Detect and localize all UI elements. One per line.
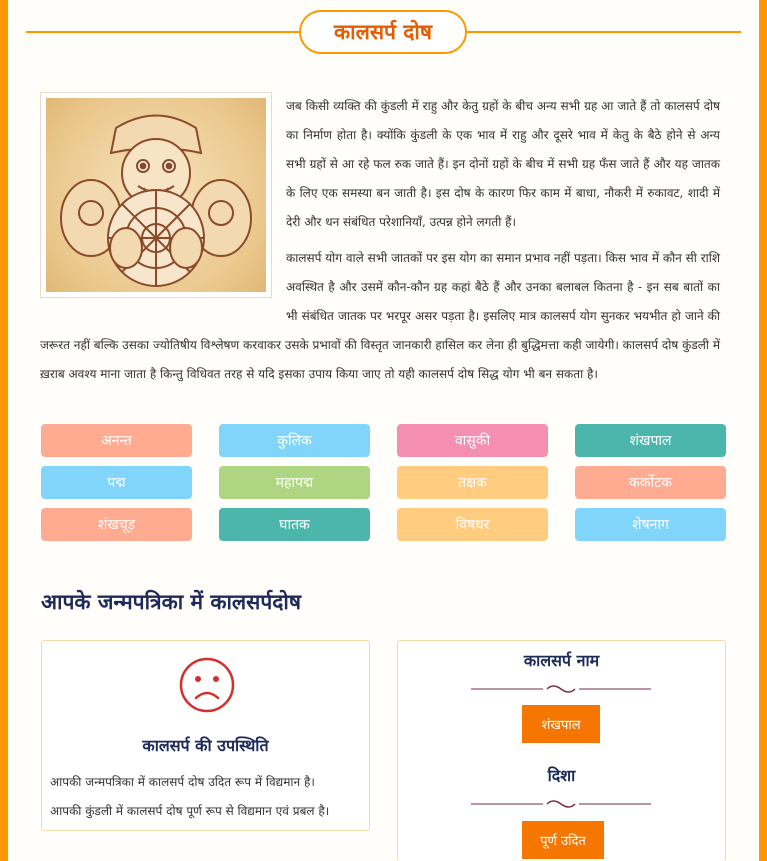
- rahu-figure-icon: [46, 98, 266, 292]
- intro-paragraph-1: जब किसी व्यक्ति की कुंडली में राहु और केतु ग्रहों के बीच अन्य सभी ग्रह आ जाते हैं तो कालसर्प दोष का निर्माण होता है। क्योंकि कुंडली के एक भाव में राहु और दूसरे भाव में केतु के बैठे होने से अन्य सभी ग्रहों से आ रहे फल रुक जाते हैं। इन दोनों ग्रहों के बीच में सभी ग्रह फँस जाते हैं और यह जातक के लिए एक समस्या बन जाती है। इस दोष के कारण फिर काम में बाधा, नौकरी में रुकावट, शादी में देरी और धन संबंधित परेशानियाँ, उत्पन्न होने लगती हैं।: [286, 99, 720, 229]
- section-heading: आपके जन्मपत्रिका में कालसर्पदोष: [41, 590, 302, 614]
- kalsarp-name-title: कालसर्प नाम: [523, 651, 600, 670]
- ornament-divider-icon: [471, 683, 651, 695]
- type-button-shankhchud[interactable]: शंखचूड़: [41, 508, 192, 541]
- intro-section: [40, 92, 720, 389]
- type-button-vishdhar[interactable]: विषधर: [397, 508, 548, 541]
- type-button-anant[interactable]: अनन्त: [41, 424, 192, 457]
- type-button-karkotak[interactable]: कर्कोटक: [575, 466, 726, 499]
- type-button-vasuki[interactable]: वासुकी: [397, 424, 548, 457]
- kalsarp-name-value: शंखपाल: [522, 705, 600, 743]
- type-button-takshak[interactable]: तक्षक: [397, 466, 548, 499]
- presence-text-1: आपकी जन्मपत्रिका में कालसर्प दोष उदित रूप में विद्यमान है।: [50, 775, 315, 789]
- type-button-sheshnag[interactable]: शेषनाग: [575, 508, 726, 541]
- rahu-illustration: [40, 92, 272, 298]
- intro-paragraph-2: कालसर्प योग वाले सभी जातकों पर इस योग का समान प्रभाव नहीं पड़ता। किस भाव में कौन सी राशि अवस्थित है और उसमें कौन-कौन ग्रह कहां बैठे हैं और उनका बलाबल कितना है - इन सब बातों का भी संबंधित जातक पर भरपूर असर पड़ता है। इसलिए मात्र कालसर्प योग सुनकर भयभीत हो जाने की जरूरत नहीं बल्कि उसका ज्योतिषीय विश्लेषण करवाकर उसके प्रभावों की विस्तृत जानकारी हासिल कर लेना ही बुद्धिमत्ता कही जायेगी। कालसर्प दोष कुंडली में ख़राब अवश्य माना जाता है किन्तु विधिवत तरह से यदि इसका उपाय किया जाए तो यही कालसर्प दोष सिद्ध योग भी बन सकता है।: [40, 251, 720, 381]
- direction-title: दिशा: [547, 766, 576, 785]
- direction-value: पूर्ण उदित: [522, 821, 604, 859]
- page-title: कालसर्प दोष: [299, 10, 467, 54]
- type-button-mahapadma[interactable]: महापद्म: [219, 466, 370, 499]
- type-button-padma[interactable]: पद्म: [41, 466, 192, 499]
- type-button-ghatak[interactable]: घातक: [219, 508, 370, 541]
- kalsarp-types-grid: [41, 424, 726, 541]
- type-button-shankhpal[interactable]: शंखपाल: [575, 424, 726, 457]
- presence-text-2: आपकी कुंडली में कालसर्प दोष पूर्ण रूप से विद्यमान एवं प्रबल है।: [50, 804, 330, 818]
- presence-title: कालसर्प की उपस्थिति: [142, 736, 269, 755]
- result-card: [397, 640, 726, 861]
- ornament-divider-icon: [471, 798, 651, 810]
- title-row: [26, 10, 741, 54]
- presence-card: [41, 640, 370, 831]
- sad-face-icon: [179, 657, 235, 713]
- type-button-kulik[interactable]: कुलिक: [219, 424, 370, 457]
